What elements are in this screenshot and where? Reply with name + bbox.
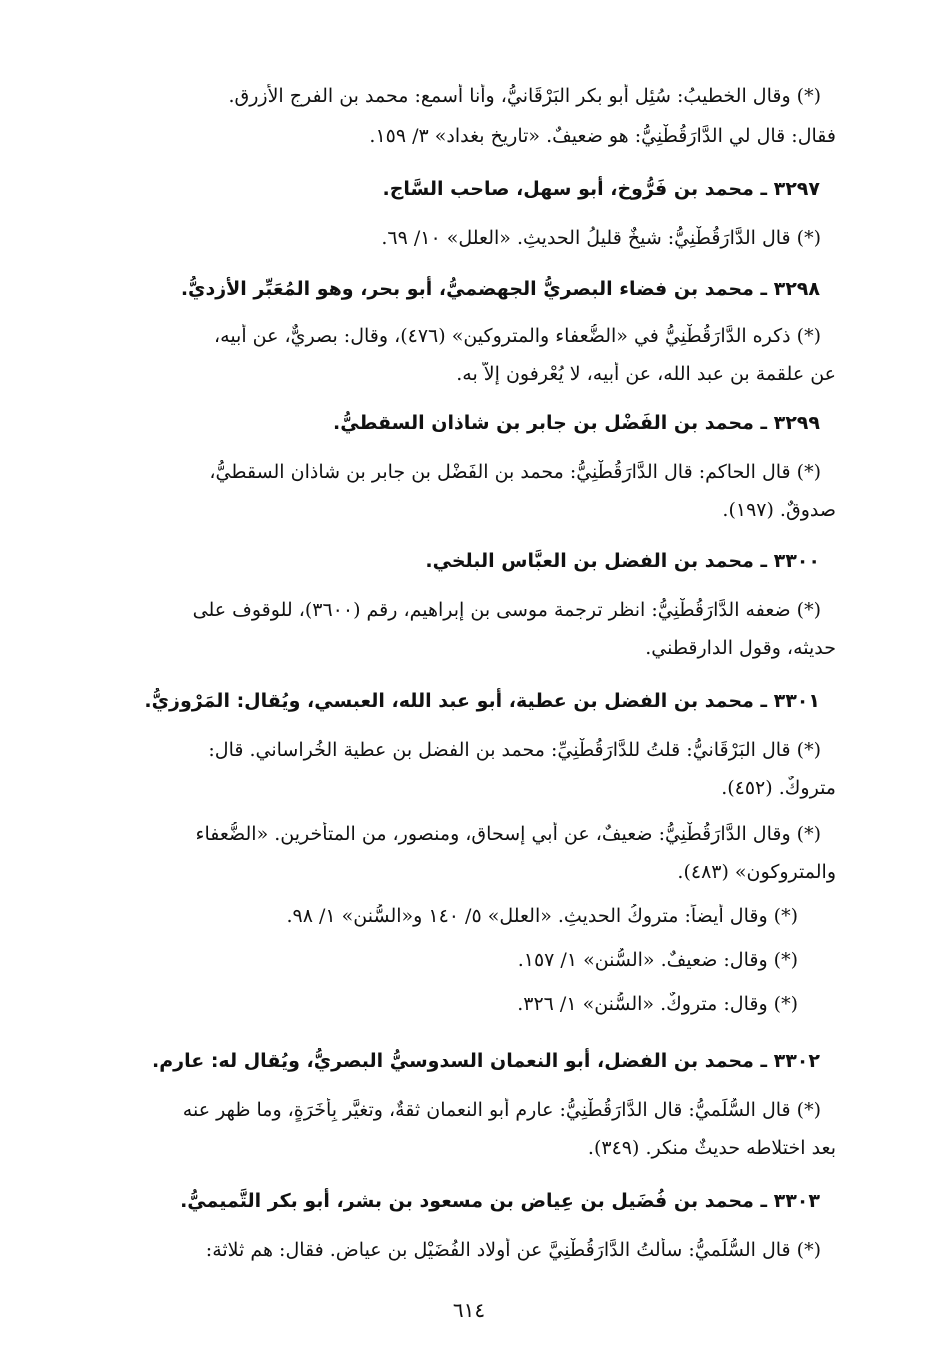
page-number: ٦١٤ bbox=[452, 1298, 486, 1322]
text-line: (*) قال البَرْقَانيُّ: قلتُ للدَّارَقُطْنِيِّ: محمد بن الفضل بن عطية الخُراساني. قال: bbox=[208, 739, 821, 761]
entry-heading: ٣٣٠٣ ـ محمد بن فُضَيل بن عِياض بن مسعود بن بشر، أبو بكر التَّميميُّ. bbox=[180, 1190, 820, 1212]
text-line: (*) وقال الخطيبُ: سُئِل أبو بكر البَرْقَانيُّ، وأنا أسمع: محمد بن الفرج الأزرق. bbox=[228, 85, 821, 107]
entry-heading: ٣٣٠٢ ـ محمد بن الفضل، أبو النعمان السدوسيُّ البصريُّ، ويُقال له: عارم. bbox=[152, 1050, 820, 1072]
entry-heading: ٣٢٩٩ ـ محمد بن الفَضْل بن جابر بن شاذان السقطيُّ. bbox=[333, 412, 820, 434]
text-line: حديثه، وقول الدارقطني. bbox=[645, 637, 836, 659]
entry-heading: ٣٢٩٧ ـ محمد بن فَرُّوخ، أبو سهل، صاحب السَّاج. bbox=[382, 178, 820, 200]
entry-heading: ٣٢٩٨ ـ محمد بن فضاء البصريُّ الجهضميُّ، أبو بحر، وهو المُعَبِّر الأزديُّ. bbox=[180, 278, 820, 300]
text-line: (*) وقال الدَّارَقُطْنِيُّ: ضعيفٌ، عن أبي إسحاق، ومنصور، من المتأخرين. «الضُّعفاء bbox=[195, 823, 821, 845]
text-line: (*) وقال: متروكٌ. «السُّنن» ١/ ٣٢٦. bbox=[517, 993, 798, 1015]
text-line: (*) وقال: ضعيفٌ. «السُّنن» ١/ ١٥٧. bbox=[517, 949, 798, 971]
text-line: (*) ذكره الدَّارَقُطْنِيُّ في «الضُّعفاء والمتروكين» (٤٧٦)، وقال: بصريٌّ، عن أبيه، bbox=[214, 325, 821, 347]
entry-heading: ٣٣٠١ ـ محمد بن الفضل بن عطية، أبو عبد الله، العبسي، ويُقال: المَرْوزيُّ. bbox=[144, 690, 820, 712]
text-line: بعد اختلاطه حديثٌ منكر. (٣٤٩). bbox=[587, 1137, 836, 1159]
text-line: والمتروكون» (٤٨٣). bbox=[677, 861, 836, 883]
text-line: (*) قال الحاكم: قال الدَّارَقُطْنِيُّ: محمد بن الفَضْل بن جابر بن شاذان السقطيُّ، bbox=[209, 461, 821, 483]
text-line: (*) وقال أيضاً: متروكُ الحديثِ. «العلل» ٥/ ١٤٠ و«السُّنن» ١/ ٩٨. bbox=[286, 905, 798, 927]
text-line: فقال: قال لي الدَّارَقُطْنِيُّ: هو ضعيفٌ. «تاريخ بغداد» ٣/ ١٥٩. bbox=[369, 125, 836, 147]
text-line: (*) قال الدَّارَقُطْنِيُّ: شيخٌ قليلُ الحديثِ. «العلل» ١٠/ ٦٩. bbox=[381, 227, 821, 249]
entry-heading: ٣٣٠٠ ـ محمد بن الفضل بن العبَّاس البلخي. bbox=[425, 550, 820, 572]
text-line: (*) قال السُّلَميُّ: قال الدَّارَقُطْنِيُّ: عارم أبو النعمان ثقةٌ، وتغيَّر بِأَخَرَةٍ، وما ظهر عنه bbox=[182, 1099, 821, 1121]
text-line: (*) ضعفه الدَّارَقُطْنِيُّ: انظر ترجمة موسى بن إبراهيم، رقم (٣٦٠٠)، للوقوف على bbox=[192, 599, 821, 621]
text-line: (*) قال السُّلَميُّ: سألتُ الدَّارَقُطْنِيَّ عن أولاد الفُضَيْل بن عياض. فقال: هم ثلاثة: bbox=[205, 1239, 821, 1261]
text-line: متروكٌ. (٤٥٢). bbox=[721, 777, 836, 799]
text-line: عن علقمة بن عبد الله، عن أبيه، لا يُعْرفون إلاَّ به. bbox=[456, 363, 836, 385]
text-line: صدوقٌ. (١٩٧). bbox=[722, 499, 836, 521]
